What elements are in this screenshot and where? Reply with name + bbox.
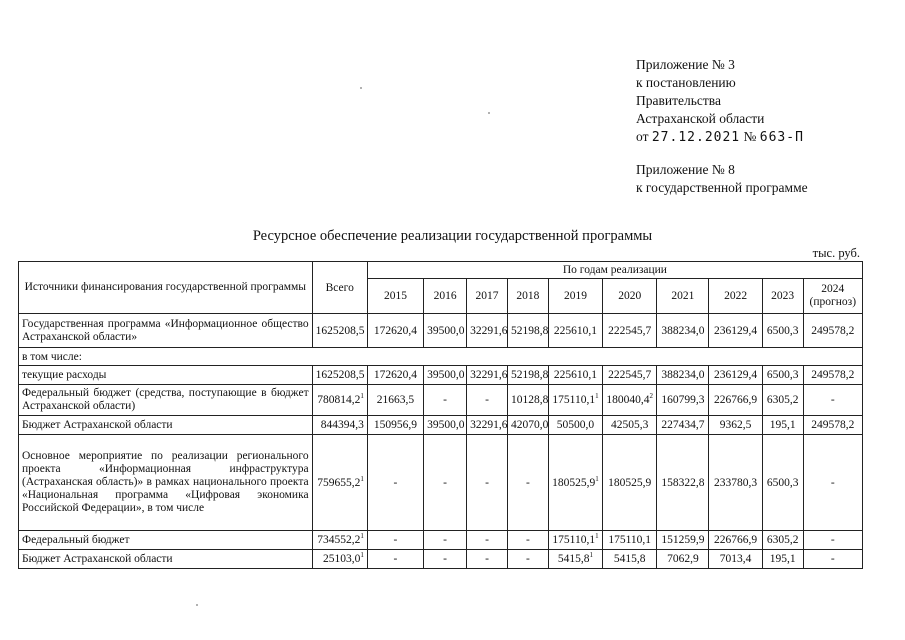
cell-value: 39500,0: [427, 419, 465, 431]
cell-value: 388234,0: [661, 324, 705, 337]
cell-value: 734552,2: [317, 534, 361, 546]
cell-value: 32291,6: [470, 369, 508, 381]
cell-year-2023: [762, 385, 803, 416]
cell-year-2023: [762, 550, 803, 569]
cell-value: -: [830, 394, 835, 406]
cell-year-2015: [367, 314, 423, 348]
cell-value: 6305,2: [766, 394, 799, 406]
cell-year-2019: [548, 550, 602, 569]
header-source: Источники финансирования государственной программы: [19, 262, 313, 314]
cell-value: 180525,9: [552, 476, 596, 489]
resource-table: [18, 261, 863, 569]
table-row: [19, 416, 863, 435]
header-by-year: По годам реализации: [367, 262, 862, 279]
cell-value: -: [526, 553, 530, 565]
row-label: Бюджет Астраханской области: [19, 416, 313, 435]
cell-year-2015: [367, 531, 423, 550]
appendix-line: Приложение № 3: [636, 57, 735, 72]
cell-value: -: [830, 534, 835, 546]
cell-year-2022: [709, 531, 762, 550]
appendix-date-line: [636, 128, 808, 147]
cell-total: [312, 550, 367, 569]
cell-value: 844394,3: [320, 419, 364, 431]
cell-year-2017: [467, 314, 508, 348]
header-year-2022: 2022: [709, 279, 762, 314]
cell-year-2017: [467, 385, 508, 416]
cell-value: 25103,0: [322, 553, 361, 565]
cell-value: -: [443, 476, 447, 489]
cell-year-2018: [507, 550, 548, 569]
row-label: Федеральный бюджет (средства, поступающие в бюджет Астраханской области): [19, 385, 313, 416]
cell-value: 172620,4: [373, 324, 418, 337]
cell-value: 5415,8: [613, 553, 646, 565]
row-label: в том числе:: [19, 348, 863, 366]
cell-year-2019: [548, 314, 602, 348]
header-year-2016: 2016: [424, 279, 467, 314]
cell-year-2024: [803, 416, 862, 435]
cell-value: 172620,4: [373, 369, 418, 381]
cell-value: 5415,8: [557, 553, 590, 565]
cell-value: 32291,6: [470, 324, 508, 337]
cell-value: 759655,2: [317, 476, 361, 489]
row-label: Бюджет Астраханской области: [19, 550, 313, 569]
cell-year-2020: [603, 416, 657, 435]
appendix-date: 27.12.2021: [651, 130, 741, 145]
cell-total: [312, 314, 367, 348]
row-label: Основное мероприятие по реализации регионального проекта «Информационная инфраструктура (Астраханская область)» в рамках национального проекта «Национальная программа «Цифровая экономика Российской Федерации», в том числе: [19, 435, 313, 531]
appendix-line: к постановлению: [636, 75, 736, 90]
cell-year-2022: [709, 550, 762, 569]
cell-value: 150956,9: [373, 419, 418, 431]
header-year-2015: 2015: [367, 279, 423, 314]
table-row: [19, 531, 863, 550]
cell-value: -: [443, 534, 447, 546]
scan-speck: [196, 604, 198, 606]
cell-year-2023: [762, 314, 803, 348]
cell-value: 32291,6: [470, 419, 508, 431]
cell-value: 180040,4: [606, 394, 650, 406]
cell-value: 780814,2: [317, 394, 361, 406]
appendix-line: Приложение № 8: [636, 162, 735, 177]
cell-year-2015: [367, 550, 423, 569]
appendix-line: Правительства: [636, 93, 721, 108]
table-row: [19, 314, 863, 348]
cell-year-2022: [709, 366, 762, 385]
cell-year-2024: [803, 366, 862, 385]
cell-year-2016: [424, 366, 467, 385]
cell-value: 50500,0: [556, 419, 595, 431]
cell-value: 1625208,5: [315, 369, 365, 381]
cell-year-2023: [762, 416, 803, 435]
cell-value: 195,1: [769, 553, 796, 565]
cell-value: 249578,2: [811, 369, 855, 381]
cell-value: -: [485, 553, 489, 565]
cell-value: 236129,4: [714, 324, 758, 337]
scan-speck: [488, 112, 490, 114]
cell-value: 233780,3: [714, 476, 758, 489]
cell-value: 42070,0: [510, 419, 549, 431]
cell-year-2019: [548, 531, 602, 550]
cell-year-2016: [424, 531, 467, 550]
cell-value: 195,1: [769, 419, 796, 431]
cell-value: -: [485, 534, 489, 546]
appendix-number: 663-П: [759, 130, 804, 145]
cell-value: 249578,2: [811, 324, 855, 337]
cell-value: 6500,3: [766, 369, 799, 381]
footnote-mark: 1: [360, 474, 364, 483]
cell-value: 7013,4: [719, 553, 752, 565]
cell-value: 249578,2: [811, 419, 855, 431]
cell-year-2021: [657, 416, 709, 435]
header-year-2018: 2018: [507, 279, 548, 314]
footnote-mark: 1: [595, 392, 599, 401]
cell-value: -: [830, 553, 835, 565]
cell-year-2016: [424, 435, 467, 531]
cell-year-2017: [467, 550, 508, 569]
table-row: [19, 366, 863, 385]
appendix-line: к государственной программе: [636, 180, 808, 195]
footnote-mark: 2: [649, 392, 654, 401]
row-label: текущие расходы: [19, 366, 313, 385]
cell-value: 226766,9: [714, 394, 758, 406]
cell-year-2015: [367, 435, 423, 531]
cell-year-2024: [803, 385, 862, 416]
cell-year-2020: [603, 531, 657, 550]
cell-value: 1625208,5: [315, 324, 365, 337]
cell-value: 175110,1: [552, 534, 596, 546]
cell-value: -: [393, 553, 398, 565]
cell-value: 222545,7: [608, 324, 652, 337]
units-label: тыс. руб.: [812, 246, 860, 260]
cell-value: -: [830, 476, 835, 489]
cell-year-2021: [657, 314, 709, 348]
cell-value: 175110,1: [552, 394, 596, 406]
cell-value: 158322,8: [661, 476, 705, 489]
scan-speck: [360, 87, 362, 89]
row-label: Государственная программа «Информационное общество Астраханской области»: [19, 314, 313, 348]
cell-year-2024: [803, 531, 862, 550]
cell-year-2015: [367, 385, 423, 416]
cell-value: -: [485, 394, 489, 406]
header-year-2021: 2021: [657, 279, 709, 314]
cell-year-2016: [424, 550, 467, 569]
cell-year-2022: [709, 385, 762, 416]
cell-value: 6305,2: [766, 534, 799, 546]
cell-value: 222545,7: [608, 369, 652, 381]
cell-year-2016: [424, 416, 467, 435]
appendix-from-label: от: [636, 129, 649, 144]
cell-year-2019: [548, 366, 602, 385]
cell-value: 226766,9: [714, 534, 758, 546]
cell-year-2018: [507, 531, 548, 550]
appendix-number-sign: №: [743, 129, 757, 144]
cell-value: 21663,5: [376, 394, 415, 406]
cell-value: 236129,4: [714, 369, 758, 381]
cell-total: [312, 435, 367, 531]
cell-value: -: [393, 476, 398, 489]
cell-value: 10128,8: [510, 394, 549, 406]
cell-value: 9362,5: [719, 419, 752, 431]
cell-value: 388234,0: [661, 369, 705, 381]
header-year-2017: 2017: [467, 279, 508, 314]
cell-total: [312, 366, 367, 385]
cell-value: -: [526, 534, 530, 546]
cell-value: 6500,3: [766, 324, 799, 337]
footnote-mark: 1: [589, 551, 594, 560]
cell-year-2015: [367, 416, 423, 435]
cell-total: [312, 416, 367, 435]
cell-year-2018: [507, 435, 548, 531]
cell-year-2017: [467, 531, 508, 550]
cell-value: 151259,9: [661, 534, 705, 546]
cell-year-2015: [367, 366, 423, 385]
header-year-2019: 2019: [548, 279, 602, 314]
appendix-line: Астраханской области: [636, 111, 765, 126]
cell-value: -: [485, 476, 489, 489]
cell-value: -: [443, 553, 447, 565]
cell-year-2020: [603, 366, 657, 385]
cell-value: 180525,9: [608, 476, 652, 489]
cell-value: 42505,3: [611, 419, 649, 431]
cell-year-2019: [548, 416, 602, 435]
footnote-mark: 1: [595, 532, 599, 541]
cell-year-2020: [603, 435, 657, 531]
cell-year-2021: [657, 550, 709, 569]
cell-year-2019: [548, 435, 602, 531]
cell-value: -: [393, 534, 398, 546]
table-row: [19, 550, 863, 569]
table-row: [19, 348, 863, 366]
cell-year-2021: [657, 531, 709, 550]
cell-value: -: [526, 476, 530, 489]
cell-value: 7062,9: [667, 553, 699, 565]
cell-year-2024: [803, 314, 862, 348]
cell-year-2021: [657, 385, 709, 416]
cell-year-2022: [709, 314, 762, 348]
cell-year-2018: [507, 416, 548, 435]
cell-year-2020: [603, 314, 657, 348]
cell-total: [312, 531, 367, 550]
cell-year-2024: [803, 435, 862, 531]
cell-year-2022: [709, 416, 762, 435]
cell-value: 52198,8: [510, 324, 549, 337]
cell-year-2018: [507, 366, 548, 385]
cell-year-2023: [762, 531, 803, 550]
cell-value: 175110,1: [608, 534, 652, 546]
header-year-2020: 2020: [603, 279, 657, 314]
cell-year-2017: [467, 366, 508, 385]
cell-value: -: [443, 394, 447, 406]
document-title: Ресурсное обеспечение реализации государственной программы: [252, 228, 653, 244]
footnote-mark: 1: [360, 392, 364, 401]
cell-year-2018: [507, 385, 548, 416]
cell-total: [312, 385, 367, 416]
cell-year-2023: [762, 366, 803, 385]
cell-value: 225610,1: [553, 369, 598, 381]
footnote-mark: 1: [360, 532, 364, 541]
cell-year-2020: [603, 385, 657, 416]
row-label: Федеральный бюджет: [19, 531, 313, 550]
cell-year-2022: [709, 435, 762, 531]
cell-year-2017: [467, 435, 508, 531]
cell-value: 39500,0: [427, 369, 465, 381]
cell-year-2016: [424, 314, 467, 348]
appendix-block: [636, 56, 808, 197]
footnote-mark: 1: [595, 474, 599, 483]
cell-year-2017: [467, 416, 508, 435]
cell-value: 52198,8: [510, 369, 549, 381]
cell-value: 225610,1: [553, 324, 598, 337]
cell-year-2023: [762, 435, 803, 531]
cell-year-2016: [424, 385, 467, 416]
table-row: [19, 435, 863, 531]
cell-year-2021: [657, 435, 709, 531]
cell-year-2021: [657, 366, 709, 385]
cell-value: 6500,3: [766, 476, 799, 489]
cell-year-2024: [803, 550, 862, 569]
cell-value: 160799,3: [661, 394, 705, 406]
cell-year-2018: [507, 314, 548, 348]
header-year-2024: 2024 (прогноз): [803, 279, 862, 314]
cell-year-2019: [548, 385, 602, 416]
cell-year-2020: [603, 550, 657, 569]
header-total: Всего: [312, 262, 367, 314]
table-row: [19, 385, 863, 416]
header-year-2023: 2023: [762, 279, 803, 314]
cell-value: 227434,7: [661, 419, 705, 431]
cell-value: 39500,0: [427, 324, 465, 337]
footnote-mark: 1: [360, 551, 364, 560]
